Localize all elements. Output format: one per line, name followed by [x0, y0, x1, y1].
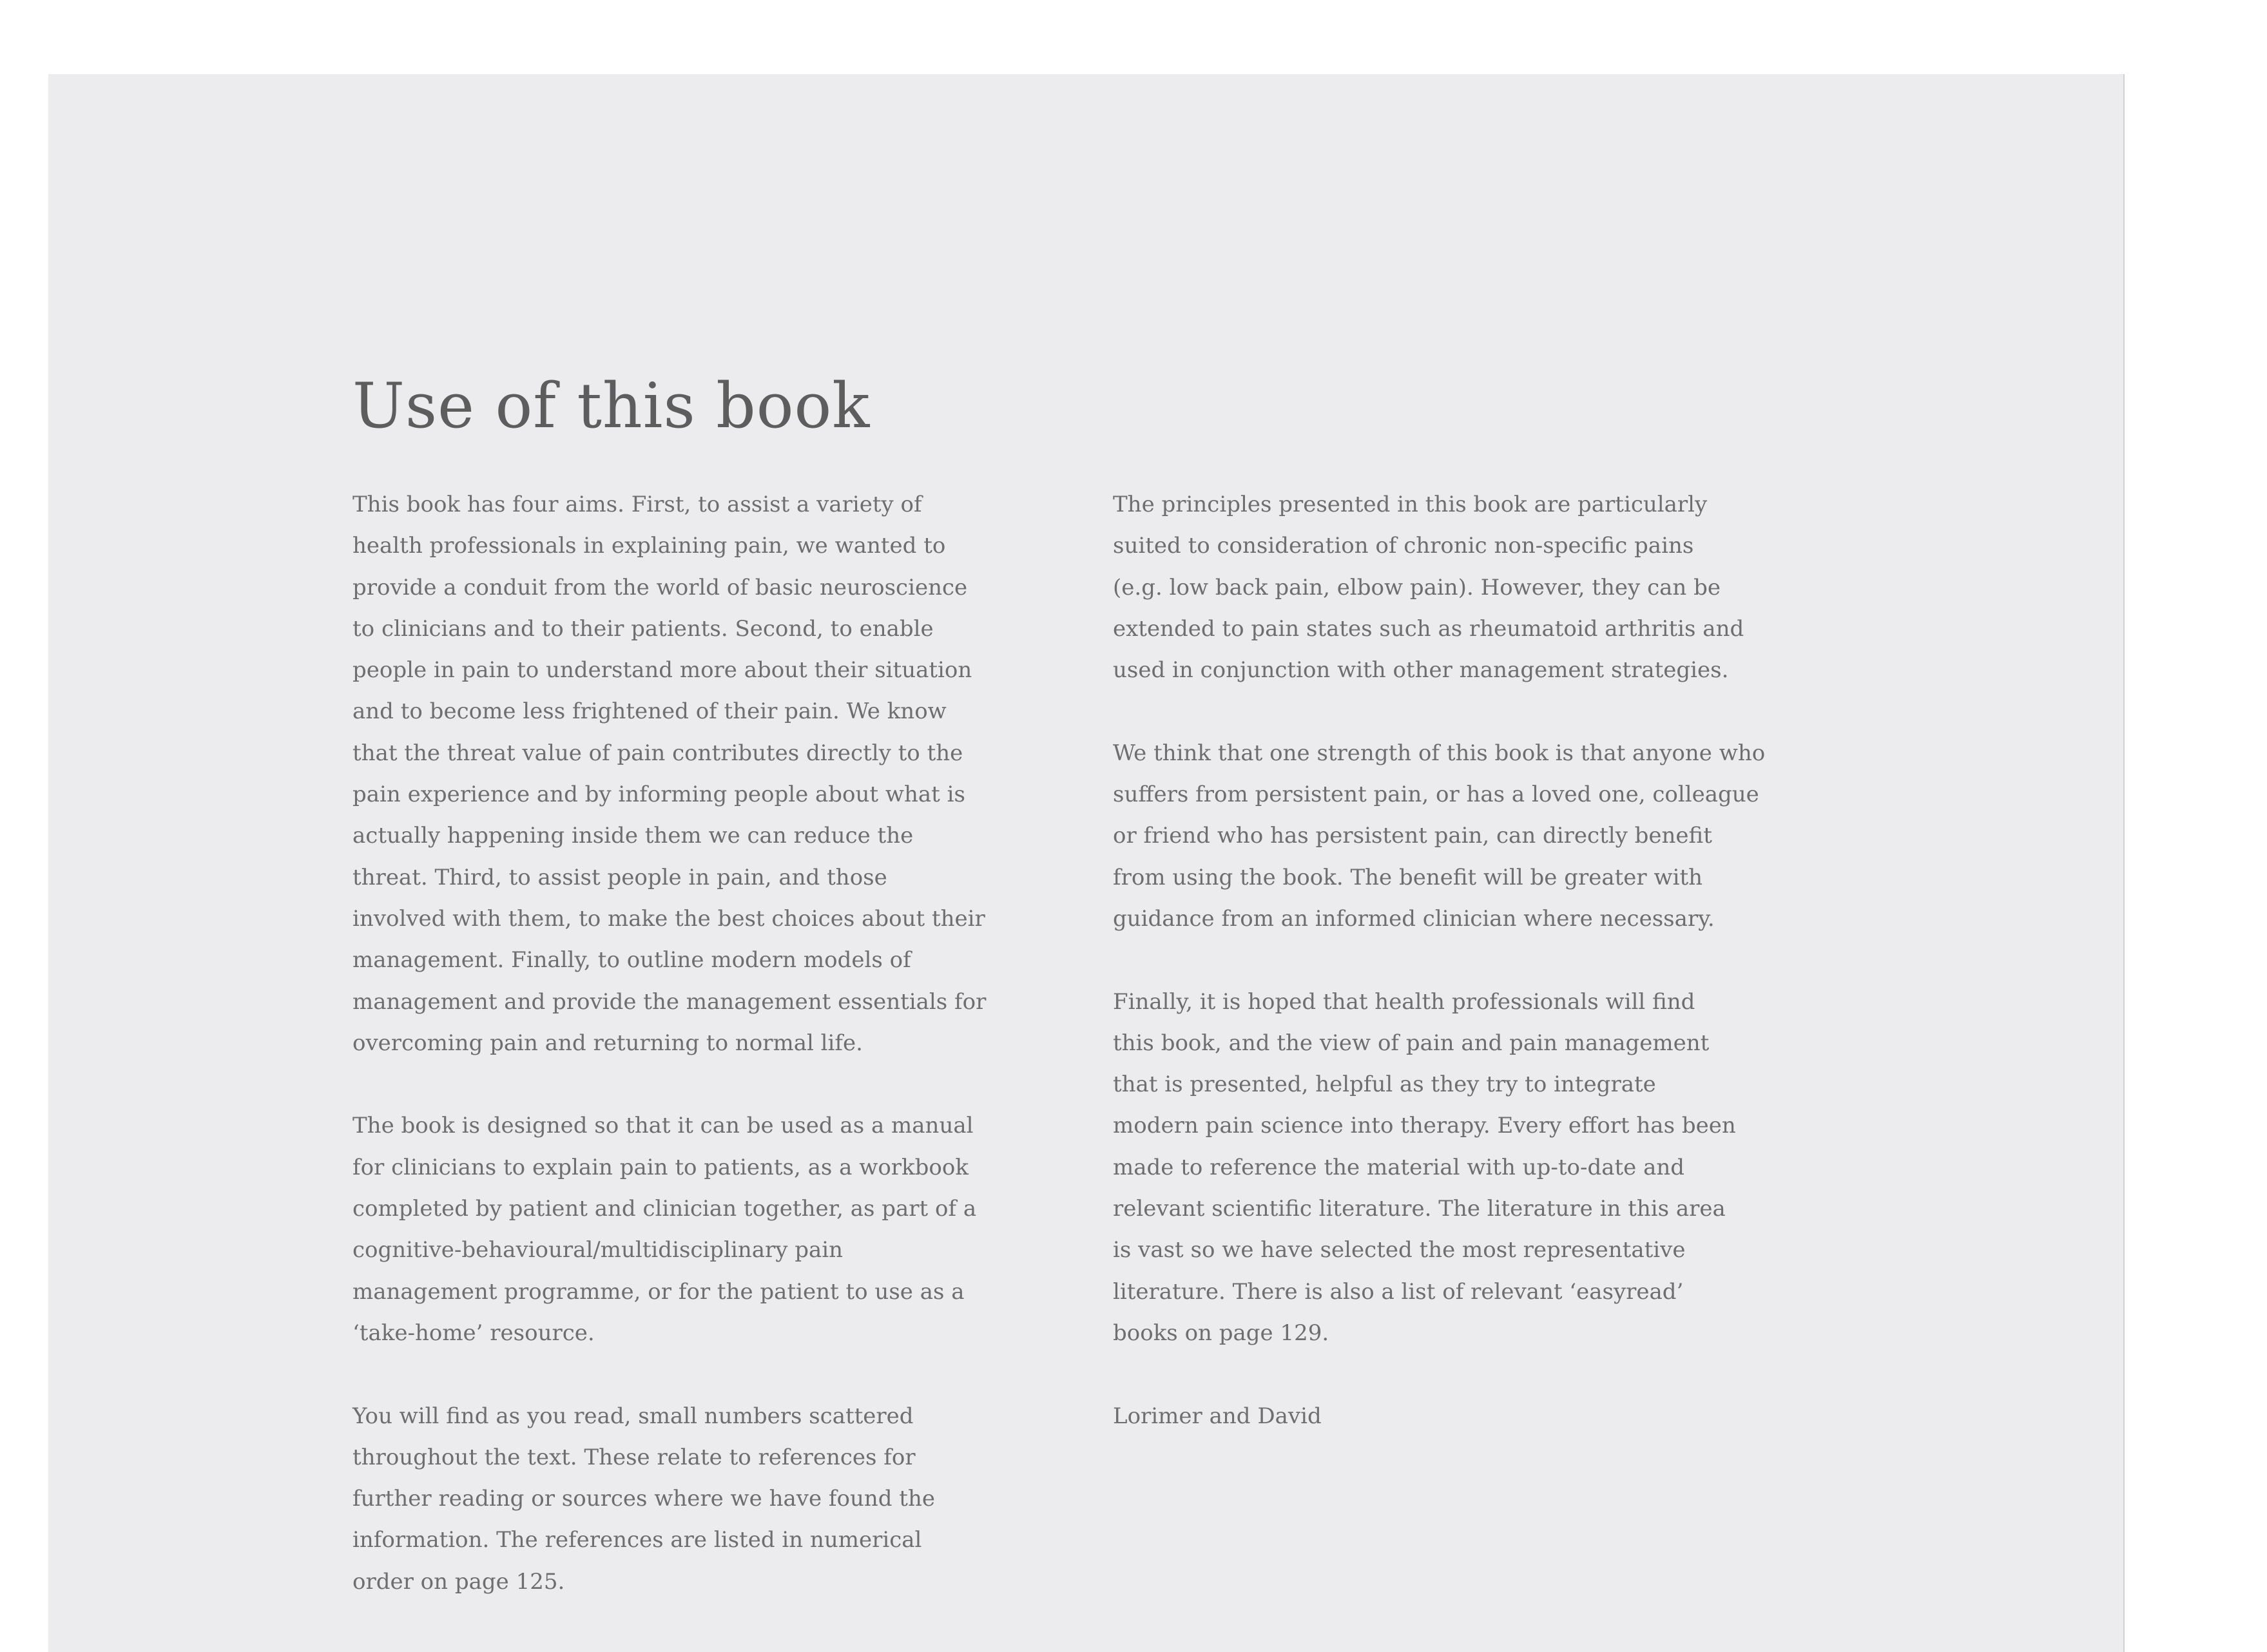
text-line: Finally, it is hoped that health professionals will find — [1113, 988, 1695, 1015]
text-line: modern pain science into therapy. Every effort has been — [1113, 1113, 1736, 1139]
text-line: completed by patient and clinician together, as part of a — [352, 1196, 977, 1222]
text-line: involved with them, to make the best choices about their — [352, 905, 985, 932]
book-page — [48, 74, 2125, 1652]
text-line: cognitive-behavioural/multidisciplinary pain — [352, 1237, 844, 1263]
text-line: suffers from persistent pain, or has a loved one, colleague — [1113, 782, 1759, 808]
text-line: to clinicians and to their patients. Second, to enable — [352, 615, 934, 642]
text-line: (e.g. low back pain, elbow pain). However, they can be — [1113, 574, 1721, 600]
paragraph-principles — [1113, 484, 1873, 691]
text-line: throughout the text. These relate to references for — [352, 1444, 916, 1470]
text-line: people in pain to understand more about their situation — [352, 657, 972, 684]
left-text-column — [352, 484, 1068, 1644]
text-line: that the threat value of pain contributes directly to the — [352, 740, 963, 766]
text-line: management. Finally, to outline modern models of — [352, 947, 911, 974]
text-line: further reading or sources where we have found the — [352, 1486, 935, 1512]
text-line: suited to consideration of chronic non-specific pains — [1113, 533, 1694, 559]
text-line: from using the book. The benefit will be greater with — [1113, 864, 1703, 890]
text-line: that is presented, helpful as they try to integrate — [1113, 1071, 1656, 1098]
text-line: books on page 129. — [1113, 1320, 1329, 1346]
text-line: made to reference the material with up-to-date and — [1113, 1154, 1685, 1180]
text-line: provide a conduit from the world of basic neuroscience — [352, 574, 968, 600]
text-line: This book has four aims. First, to assist a variety of — [352, 492, 922, 517]
author-signoff: Lorimer and David — [1113, 1403, 1322, 1429]
text-line: threat. Third, to assist people in pain, and those — [352, 864, 887, 890]
paragraph-health-professionals — [1113, 981, 1873, 1354]
text-line: overcoming pain and returning to normal life. — [352, 1030, 863, 1056]
text-line: used in conjunction with other management strategies. — [1113, 657, 1729, 684]
text-line: health professionals in explaining pain, we wanted to — [352, 533, 946, 559]
text-line: literature. There is also a list of relevant ‘easyread’ — [1113, 1278, 1684, 1305]
text-line: for clinicians to explain pain to patients, as a workbook — [352, 1154, 969, 1180]
paragraph-design — [352, 1105, 1068, 1354]
text-line: guidance from an informed clinician where necessary. — [1113, 905, 1715, 932]
text-line: management programme, or for the patient to use as a — [352, 1278, 965, 1305]
right-text-column — [1113, 484, 1873, 1478]
text-line: ‘take-home’ resource. — [352, 1320, 595, 1346]
text-line: and to become less frightened of their pain. We know — [352, 698, 947, 725]
text-line: order on page 125. — [352, 1568, 565, 1595]
paragraph-strength — [1113, 733, 1873, 939]
text-line: extended to pain states such as rheumatoid arthritis and — [1113, 615, 1744, 642]
text-line: this book, and the view of pain and pain management — [1113, 1030, 1710, 1056]
text-line: or friend who has persistent pain, can directly benefit — [1113, 823, 1712, 849]
text-line: is vast so we have selected the most representative — [1113, 1237, 1686, 1263]
paragraph-signature — [1113, 1396, 1873, 1437]
text-line: actually happening inside them we can reduce the — [352, 823, 914, 849]
text-line: We think that one strength of this book is that anyone who — [1113, 740, 1766, 766]
text-line: The principles presented in this book are particularly — [1113, 492, 1708, 517]
text-line: information. The references are listed in numerical — [352, 1527, 922, 1553]
page-title: Use of this book — [352, 370, 871, 442]
text-line: The book is designed so that it can be used as a manual — [352, 1113, 974, 1139]
paragraph-aims — [352, 484, 1068, 1064]
paragraph-references — [352, 1396, 1068, 1602]
text-line: You will find as you read, small numbers scattered — [352, 1403, 914, 1429]
text-line: management and provide the management essentials for — [352, 988, 987, 1015]
text-line: pain experience and by informing people about what is — [352, 782, 965, 808]
text-line: relevant scientific literature. The literature in this area — [1113, 1196, 1726, 1222]
